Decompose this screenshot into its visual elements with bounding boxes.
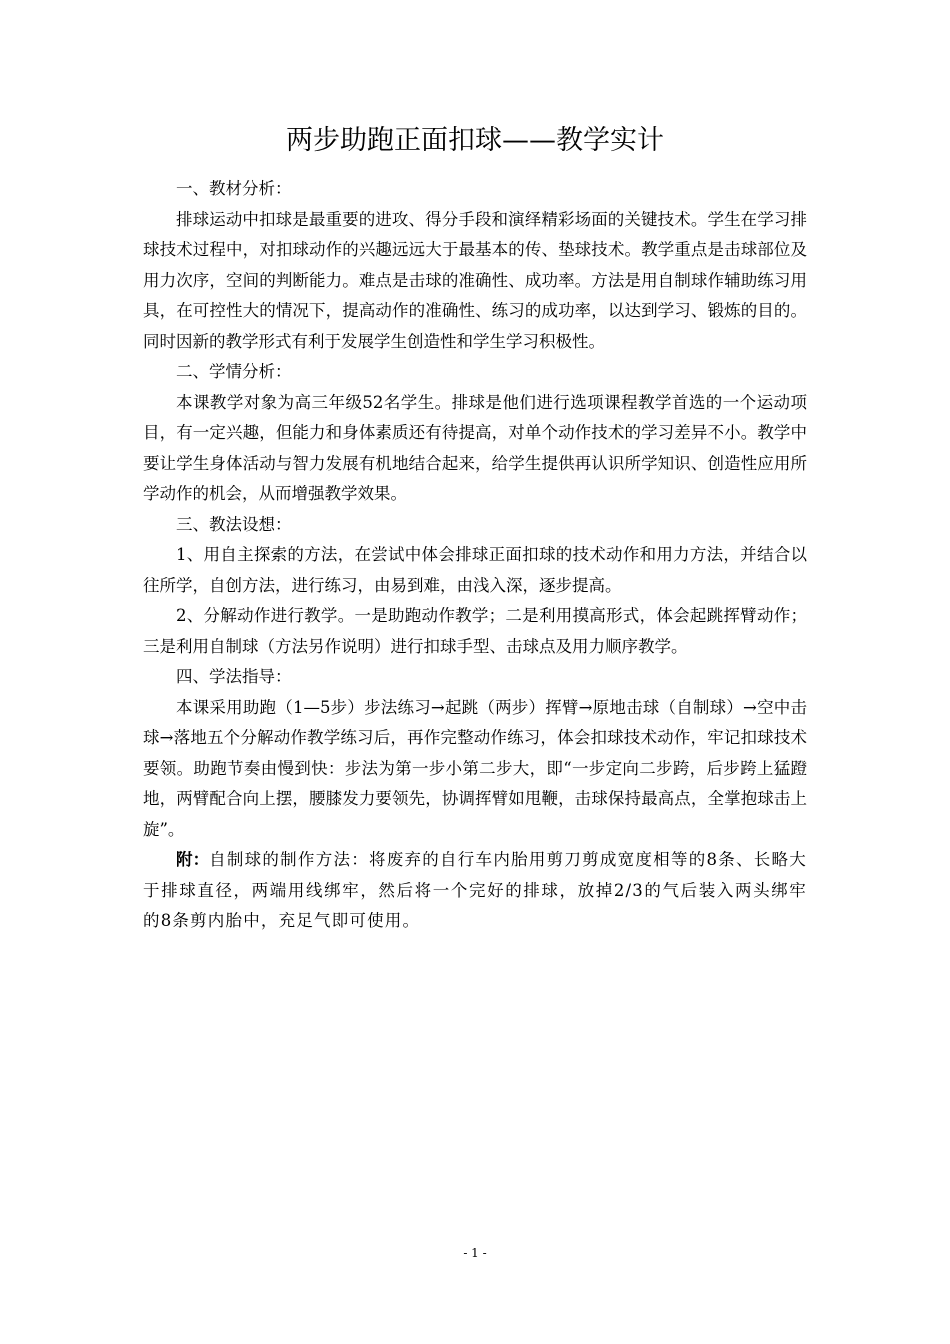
document-body (143, 174, 807, 937)
page-number: - 1 - (463, 1246, 487, 1260)
section-paragraph: 排球运动中扣球是最重要的进攻、得分手段和演绎精彩场面的关键技术。学生在学习排球技术过程中，对扣球动作的兴趣远远大于最基本的传、垫球技术。教学重点是击球部位及用力次序，空间的判断能力。难点是击球的准确性、成功率。方法是用自制球作辅助练习用具，在可控性大的情况下，提高动作的准确性、练习的成功率，以达到学习、锻炼的目的。同时因新的教学形式有利于发展学生创造性和学生学习积极性。 (143, 209, 807, 351)
section-learning-guidance (143, 662, 807, 845)
section-heading: 四、学法指导： (176, 667, 292, 686)
section-heading: 二、学情分析： (176, 362, 292, 381)
document-title: 两步助跑正面扣球——教学实计 (286, 125, 664, 156)
appendix-note (143, 845, 807, 937)
section-paragraph: 本课采用助跑（1—5步）步法练习→起跳（两步）挥臂→原地击球（自制球）→空中击球→落地五个分解动作教学练习后，再作完整动作练习，体会扣球技术动作，牢记扣球技术要领。助跑节奏由慢到快：步法为第一步小第二步大，即“一步定向二步跨，后步跨上猛蹬地，两臂配合向上摆，腰膝发力要领先，协调挥臂如甩鞭，击球保持最高点，全掌抱球击上旋”。 (143, 697, 807, 839)
section-teaching-method (143, 510, 807, 663)
appendix-label: 附： (176, 850, 210, 869)
section-paragraph: 本课教学对象为高三年级52名学生。排球是他们进行选项课程教学首选的一个运动项目，有一定兴趣，但能力和身体素质还有待提高，对单个动作技术的学习差异不小。教学中要让学生身体活动与智力发展有机地结合起来，给学生提供再认识所学知识、创造性应用所学动作的机会，从而增强教学效果。 (143, 392, 807, 503)
section-student-analysis (143, 357, 807, 510)
section-paragraph: 2、分解动作进行教学。一是助跑动作教学；二是利用摸高形式，体会起跳挥臂动作；三是利用自制球（方法另作说明）进行扣球手型、击球点及用力顺序教学。 (143, 606, 807, 656)
section-heading: 一、教材分析： (176, 179, 292, 198)
section-paragraph: 1、用自主探索的方法，在尝试中体会排球正面扣球的技术动作和用力方法，并结合以往所学，自创方法，进行练习，由易到难，由浅入深，逐步提高。 (143, 545, 807, 595)
appendix-text: 自制球的制作方法：将废弃的自行车内胎用剪刀剪成宽度相等的8条、长略大于排球直径，两端用线绑牢，然后将一个完好的排球，放掉2/3的气后装入两头绑牢的8条剪内胎中，充足气即可使用。 (143, 850, 807, 930)
section-heading: 三、教法设想： (176, 514, 292, 534)
section-material-analysis (143, 174, 807, 357)
